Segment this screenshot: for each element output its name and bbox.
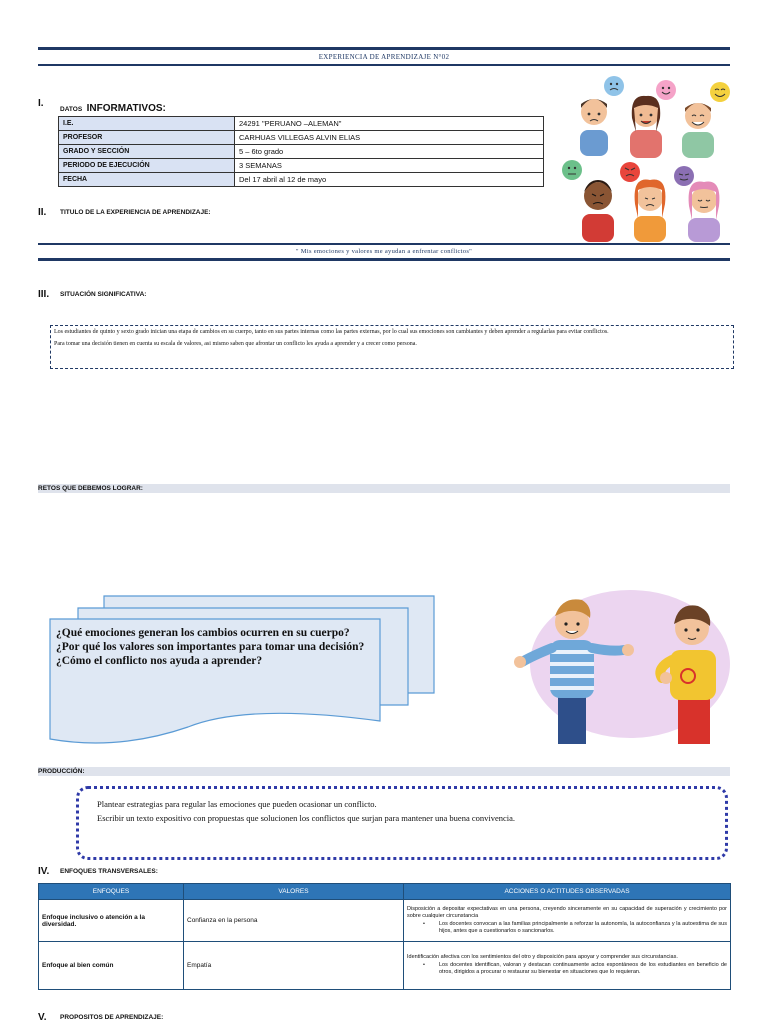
section-5-number: V. [38,1012,47,1023]
info-value: 3 SEMANAS [235,159,544,173]
accion-text: Identificación afectiva con los sentimientos del otro y disposición para apoyar y comprender sus circunstancias. [407,954,678,961]
bullet-icon: • [423,961,425,968]
header-bar-bottom [38,64,730,66]
accion-bullet [407,962,727,977]
child-upset-girl [634,180,666,243]
info-value: CARHUAS VILLEGAS ALVIN ELIAS [235,131,544,145]
info-value: Del 17 abril al 12 de mayo [235,173,544,187]
section-4-number: IV. [38,866,50,877]
header-valores: VALORES [184,884,404,900]
produccion-band [38,767,730,776]
produccion-label: PRODUCCIÓN: [38,768,85,775]
section-3-title: SITUACIÓN SIGNIFICATIVA: [60,291,147,298]
situation-paragraph-2: Para tomar una decisión tienen en cuenta su escala de valores, asi mismo saben que afrontar un conflicto les ayuda a aprender y a crecer como persona. [54,341,417,347]
section-1-number: I. [38,98,44,109]
produccion-line-2: Escribir un texto expositivo con propuestas que solucionen los conflictos que surjan para mantener una buena convivencia. [97,813,516,823]
section-2-number: II. [38,207,47,218]
child-shy-girl [688,182,720,243]
accion-bullet-text: Los docentes convocan a las familias principalmente a reforzar la autonomía, la autoconfianza y la autoestima de sus hijos, antes que a cuestionarlos o sancionarlos. [439,920,727,934]
section-1-title-small: DATOS [60,106,83,113]
valor-cell: Confianza en la persona [184,900,404,942]
info-label: PERIODO DE EJECUCIÓN [59,159,235,173]
valor-cell: Empatía [184,942,404,990]
emoji-bubble-worried [562,160,582,180]
info-label: I.E. [59,117,235,131]
boys-talking-illustration [512,586,732,746]
emoji-bubble-happy [656,80,676,100]
table-row [39,900,731,942]
child-sad-boy [580,99,608,156]
question-3: ¿Cómo el conflicto nos ayuda a aprender? [56,655,263,667]
section-1-title [60,98,166,116]
child-happy-girl [630,96,662,158]
info-row [59,131,544,145]
enfoques-table [38,883,731,990]
header-acciones: ACCIONES O ACTITUDES OBSERVADAS [404,884,731,900]
table-row [39,942,731,990]
emoji-bubble-joy [710,82,730,102]
info-value: 5 – 6to grado [235,145,544,159]
info-label: GRADO Y SECCIÓN [59,145,235,159]
experience-number-title: EXPERIENCIA DE APRENDIZAJE N°02 [318,53,450,61]
enfoque-cell: Enfoque al bien común [39,942,184,990]
section-4-title: ENFOQUES TRANSVERSALES: [60,868,158,875]
info-table [58,116,544,187]
info-label: PROFESOR [59,131,235,145]
accion-bullet-text: Los docentes identifican, valoran y destacan continuamente actos espontáneos de los estudiantes en beneficio de otros, dirigidos a procurar o restaurar su bienestar en situaciones que lo requieran. [439,961,727,976]
situation-box [50,325,734,369]
emoji-bubble-shy [674,166,694,186]
section-1-title-big: INFORMATIVOS: [86,103,166,114]
title-band-top [38,243,730,245]
accion-text: Disposición a depositar expectativas en una persona, creyendo sinceramente en su capacidad de superación y crecimiento por sobre cualquier circunstancia [407,905,727,919]
produccion-box [76,786,728,860]
info-row [59,117,544,131]
question-1: ¿Qué emociones generan los cambios ocurren en su cuerpo? [56,627,350,639]
enfoques-header-row [39,884,731,900]
questions-block [56,626,374,668]
questions-paper-stack [48,593,438,753]
produccion-line-1: Plantear estrategias para regular las emociones que pueden ocasionar un conflicto. [97,799,377,809]
info-value: 24291 "PERUANO –ALEMAN" [235,117,544,131]
child-joyful-boy [682,103,714,158]
title-band-bottom [38,258,730,261]
retos-label: RETOS QUE DEBEMOS LOGRAR: [38,485,143,492]
info-row [59,145,544,159]
question-2: ¿Por qué los valores son importantes para tomar una decisión? [56,641,365,653]
child-angry-boy [582,180,614,242]
emoji-bubble-sad [604,76,624,96]
accion-cell [404,900,731,942]
header-bar-top [38,47,730,50]
section-2-title: TITULO DE LA EXPERIENCIA DE APRENDIZAJE: [60,209,211,216]
info-label: FECHA [59,173,235,187]
enfoque-cell: Enfoque inclusivo o atención a la diversidad. [39,900,184,942]
emoji-bubble-angry [620,162,640,182]
experience-title: " Mis emociones y valores me ayudan a enfrentar conflictos" [295,248,473,255]
info-row [59,159,544,173]
header-enfoques: ENFOQUES [39,884,184,900]
accion-bullet [407,921,727,936]
section-5-title: PROPOSITOS DE APRENDIZAJE: [60,1014,164,1021]
emotions-children-illustration [558,72,730,242]
accion-cell [404,942,731,990]
situation-paragraph-1: Los estudiantes de quinto y sexto grado inician una etapa de cambios en su cuerpo, tanto en sus partes internas como las partes externas, por lo cual sus emociones son cambiantes y deben aprender a regularlas para evitar conflictos. [54,329,609,335]
bullet-icon: • [423,920,425,927]
info-row [59,173,544,187]
section-3-number: III. [38,289,50,300]
